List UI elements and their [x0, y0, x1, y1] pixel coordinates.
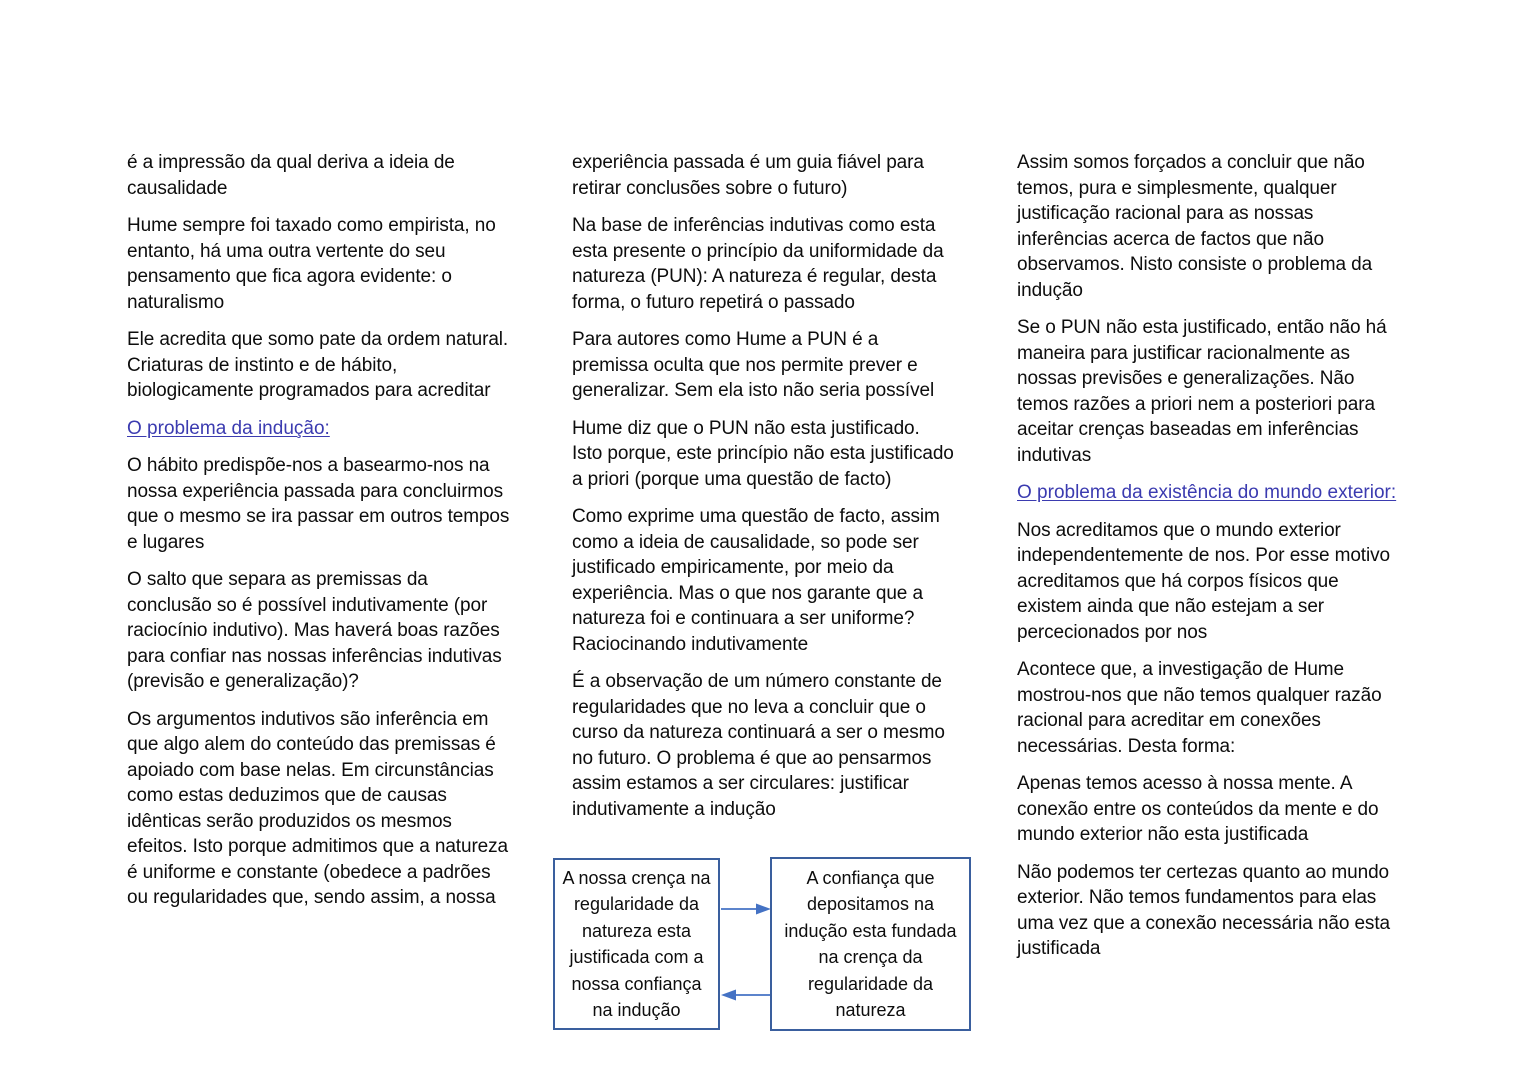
diagram-box-left — [553, 858, 720, 1030]
paragraph: Os argumentos indutivos são inferência em que algo alem do conteúdo das premissas é apoiado com base nelas. Em circunstâncias como estas deduzimos que de causas idênticas serão produzidos os mesmos efeitos. Isto porque admitimos que a natureza é uniforme e constante (obedece a padrões ou regularidades que, sendo assim, a nossa — [127, 708, 509, 908]
paragraph: Acontece que, a investigação de Hume mostrou-nos que não temos qualquer razão racional para acreditar em conexões necessárias. Desta forma: — [1017, 659, 1382, 757]
text-column-1 — [127, 150, 510, 923]
paragraph: Hume diz que o PUN não esta justificado. Isto porque, este princípio não esta justificado a priori (porque uma questão de facto) — [572, 417, 954, 490]
circularity-diagram — [553, 857, 971, 1032]
paragraph: Hume sempre foi taxado como empirista, no entanto, há uma outra vertente do seu pensamento que fica agora evidente: o naturalismo — [127, 215, 496, 313]
diagram-box-right-text: A confiança que depositamos na indução esta fundada na crença da regularidade da natureza — [784, 867, 957, 1020]
heading-problema-da-inducao[interactable]: O problema da indução: — [127, 417, 330, 439]
paragraph: É a observação de um número constante de regularidades que no leva a concluir que o curso da natureza continuará a ser o mesmo no futuro. O problema é que ao pensarmos assim estamos a ser circulares: justificar indutivamente a indução — [572, 671, 945, 820]
heading-problema-mundo-exterior[interactable]: O problema da existência do mundo exterior: — [1017, 482, 1397, 503]
arrow-left-icon — [721, 988, 771, 1002]
three-column-text-body — [127, 150, 1400, 974]
paragraph: Na base de inferências indutivas como esta esta presente o princípio da uniformidade da natureza (PUN): A natureza é regular, desta forma, o futuro repetirá o passado — [572, 215, 944, 313]
paragraph: Assim somos forçados a concluir que não temos, pura e simplesmente, qualquer justificação racional para as nossas inferências acerca de factos que não observamos. Nisto consiste o problema da indução — [1017, 152, 1373, 301]
paragraph: Ele acredita que somo pate da ordem natural. Criaturas de instinto e de hábito, biologicamente programados para acreditar — [127, 329, 509, 401]
text-column-2 — [572, 150, 955, 834]
paragraph: experiência passada é um guia fiável para retirar conclusões sobre o futuro) — [572, 152, 924, 199]
paragraph: O salto que separa as premissas da conclusão so é possível indutivamente (por raciocínio indutivo). Mas haverá boas razões para confiar nas nossas inferências indutivas (previsão e generalização)? — [127, 569, 502, 692]
paragraph: Para autores como Hume a PUN é a premissa oculta que nos permite prever e generalizar. Sem ela isto não seria possível — [572, 329, 935, 401]
paragraph: Não podemos ter certezas quanto ao mundo exterior. Não temos fundamentos para elas uma vez que a conexão necessária não esta justificada — [1017, 861, 1390, 959]
diagram-box-right — [770, 857, 971, 1031]
diagram-box-left-text: A nossa crença na regularidade da natureza esta justificada com a nossa confiança na indução — [562, 867, 711, 1020]
arrow-right-icon — [721, 902, 771, 916]
paragraph: O hábito predispõe-nos a basearmo-nos na nossa experiência passada para concluirmos que o mesmo se ira passar em outros tempos e lugares — [127, 455, 510, 553]
paragraph: Como exprime uma questão de facto, assim como a ideia de causalidade, so pode ser justificado empiricamente, por meio da experiência. Mas o que nos garante que a natureza foi e continuara a ser uniforme? Raciocinando indutivamente — [572, 506, 940, 655]
paragraph: Nos acreditamos que o mundo exterior independentemente de nos. Por esse motivo acreditamos que há corpos físicos que existem ainda que não estejam a ser percecionados por nos — [1017, 519, 1390, 643]
paragraph: é a impressão da qual deriva a ideia de causalidade — [127, 152, 455, 199]
paragraph: Apenas temos acesso à nossa mente. A conexão entre os conteúdos da mente e do mundo exterior não esta justificada — [1017, 773, 1379, 845]
paragraph: Se o PUN não esta justificado, então não há maneira para justificar racionalmente as nossas previsões e generalizações. Não temos razões a priori nem a posteriori para aceitar crenças baseadas em inferências indutivas — [1017, 317, 1387, 466]
text-column-3 — [1017, 150, 1400, 974]
